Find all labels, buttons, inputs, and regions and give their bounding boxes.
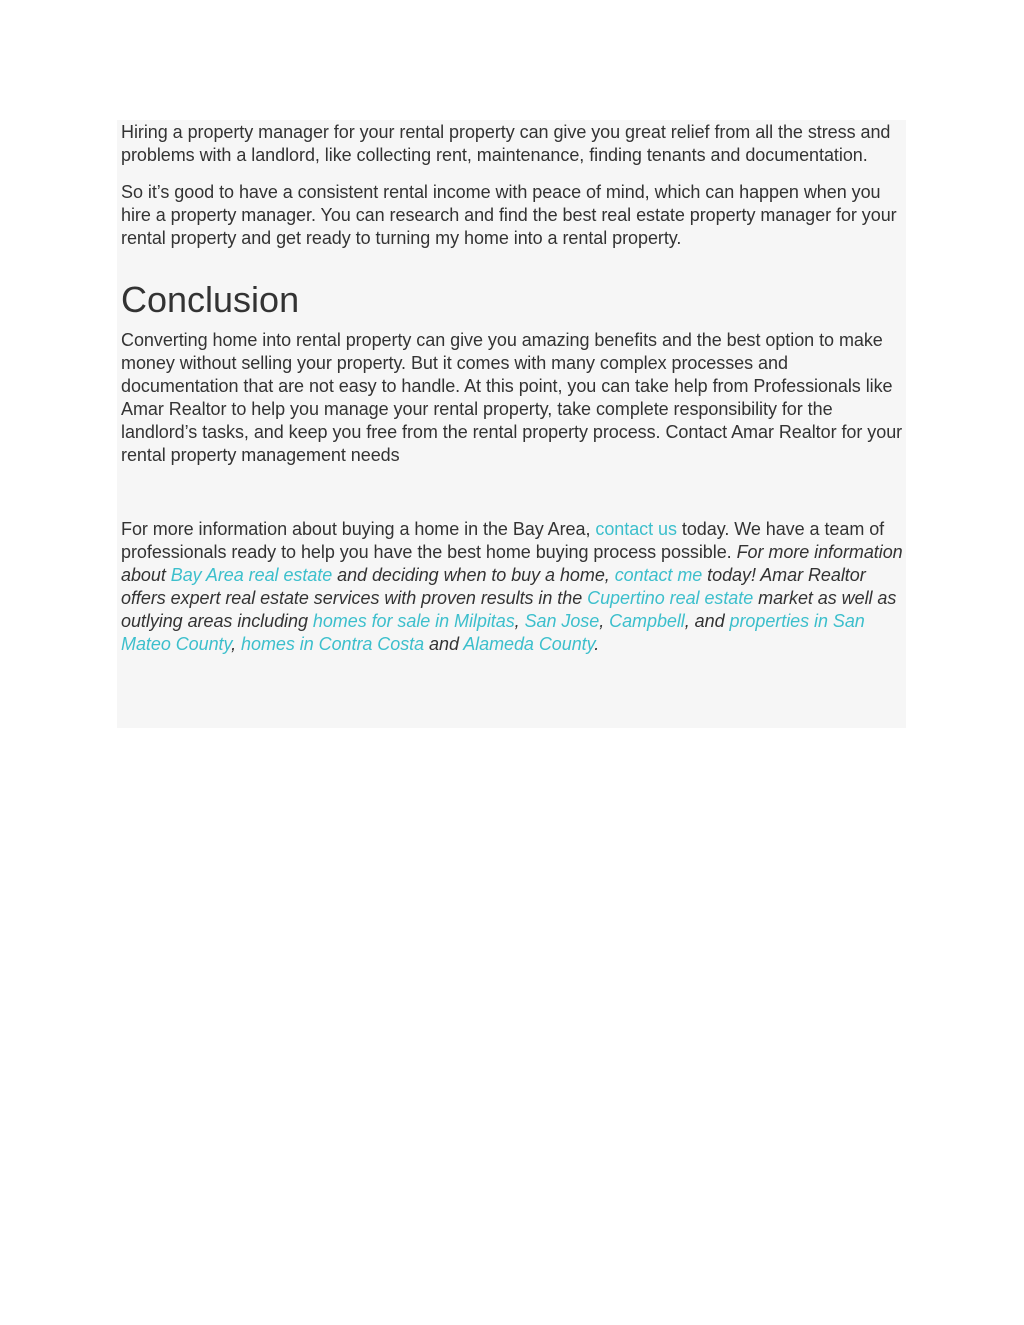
contact-text-2: today. We have a team of professionals ready to help you have the best home buying process possible. xyxy=(121,519,885,562)
separator-5: and xyxy=(424,634,464,654)
separator-4: , xyxy=(231,634,242,654)
paragraph-property-manager: Hiring a property manager for your rental property can give you great relief from all the stress and problems with a landlord, like collecting rent, maintenance, finding tenants and documentation. xyxy=(121,122,891,165)
contact-me-link[interactable]: contact me xyxy=(614,565,703,585)
italic-text-3: today! Amar Realtor offers expert real estate services with proven results in the xyxy=(121,565,866,608)
article-content xyxy=(117,120,906,728)
contra-costa-link[interactable]: homes in Contra Costa xyxy=(241,634,425,654)
san-jose-link[interactable]: San Jose xyxy=(524,611,600,631)
campbell-link[interactable]: Campbell xyxy=(609,611,685,631)
period: . xyxy=(594,634,600,654)
separator-1: , xyxy=(514,611,525,631)
alameda-county-link[interactable]: Alameda County xyxy=(463,634,595,654)
milpitas-homes-link[interactable]: homes for sale in Milpitas xyxy=(312,611,515,631)
separator-2: , xyxy=(599,611,610,631)
separator-3: , and xyxy=(684,611,730,631)
italic-text-4: market as well as outlying areas including xyxy=(121,588,897,631)
paragraph-conclusion: Converting home into rental property can give you amazing benefits and the best option to make money without selling your property. But it comes with many complex processes and documentation that are not easy to handle. At this point, you can take help from Professionals like Amar Realtor to help you manage your rental property, take complete responsibility for the landlord’s tasks, and keep you free from the rental property process. Contact Amar Realtor for your rental property management needs xyxy=(121,330,903,465)
bay-area-real-estate-link[interactable]: Bay Area real estate xyxy=(170,565,333,585)
conclusion-heading: Conclusion xyxy=(121,279,300,320)
cupertino-real-estate-link[interactable]: Cupertino real estate xyxy=(587,588,754,608)
paragraph-contact-info xyxy=(121,518,906,656)
contact-us-link[interactable]: contact us xyxy=(595,519,677,539)
italic-text-2: and deciding when to buy a home, xyxy=(332,565,615,585)
san-mateo-county-link[interactable]: properties in San Mateo County xyxy=(121,611,865,654)
paragraph-rental-income: So it’s good to have a consistent rental income with peace of mind, which can happen when you hire a property manager. You can research and find the best real estate property manager for your rental property and get ready to turning my home into a rental property. xyxy=(121,182,897,248)
italic-text-1: For more information about xyxy=(121,542,903,585)
contact-text-1: For more information about buying a home in the Bay Area, xyxy=(121,519,596,539)
